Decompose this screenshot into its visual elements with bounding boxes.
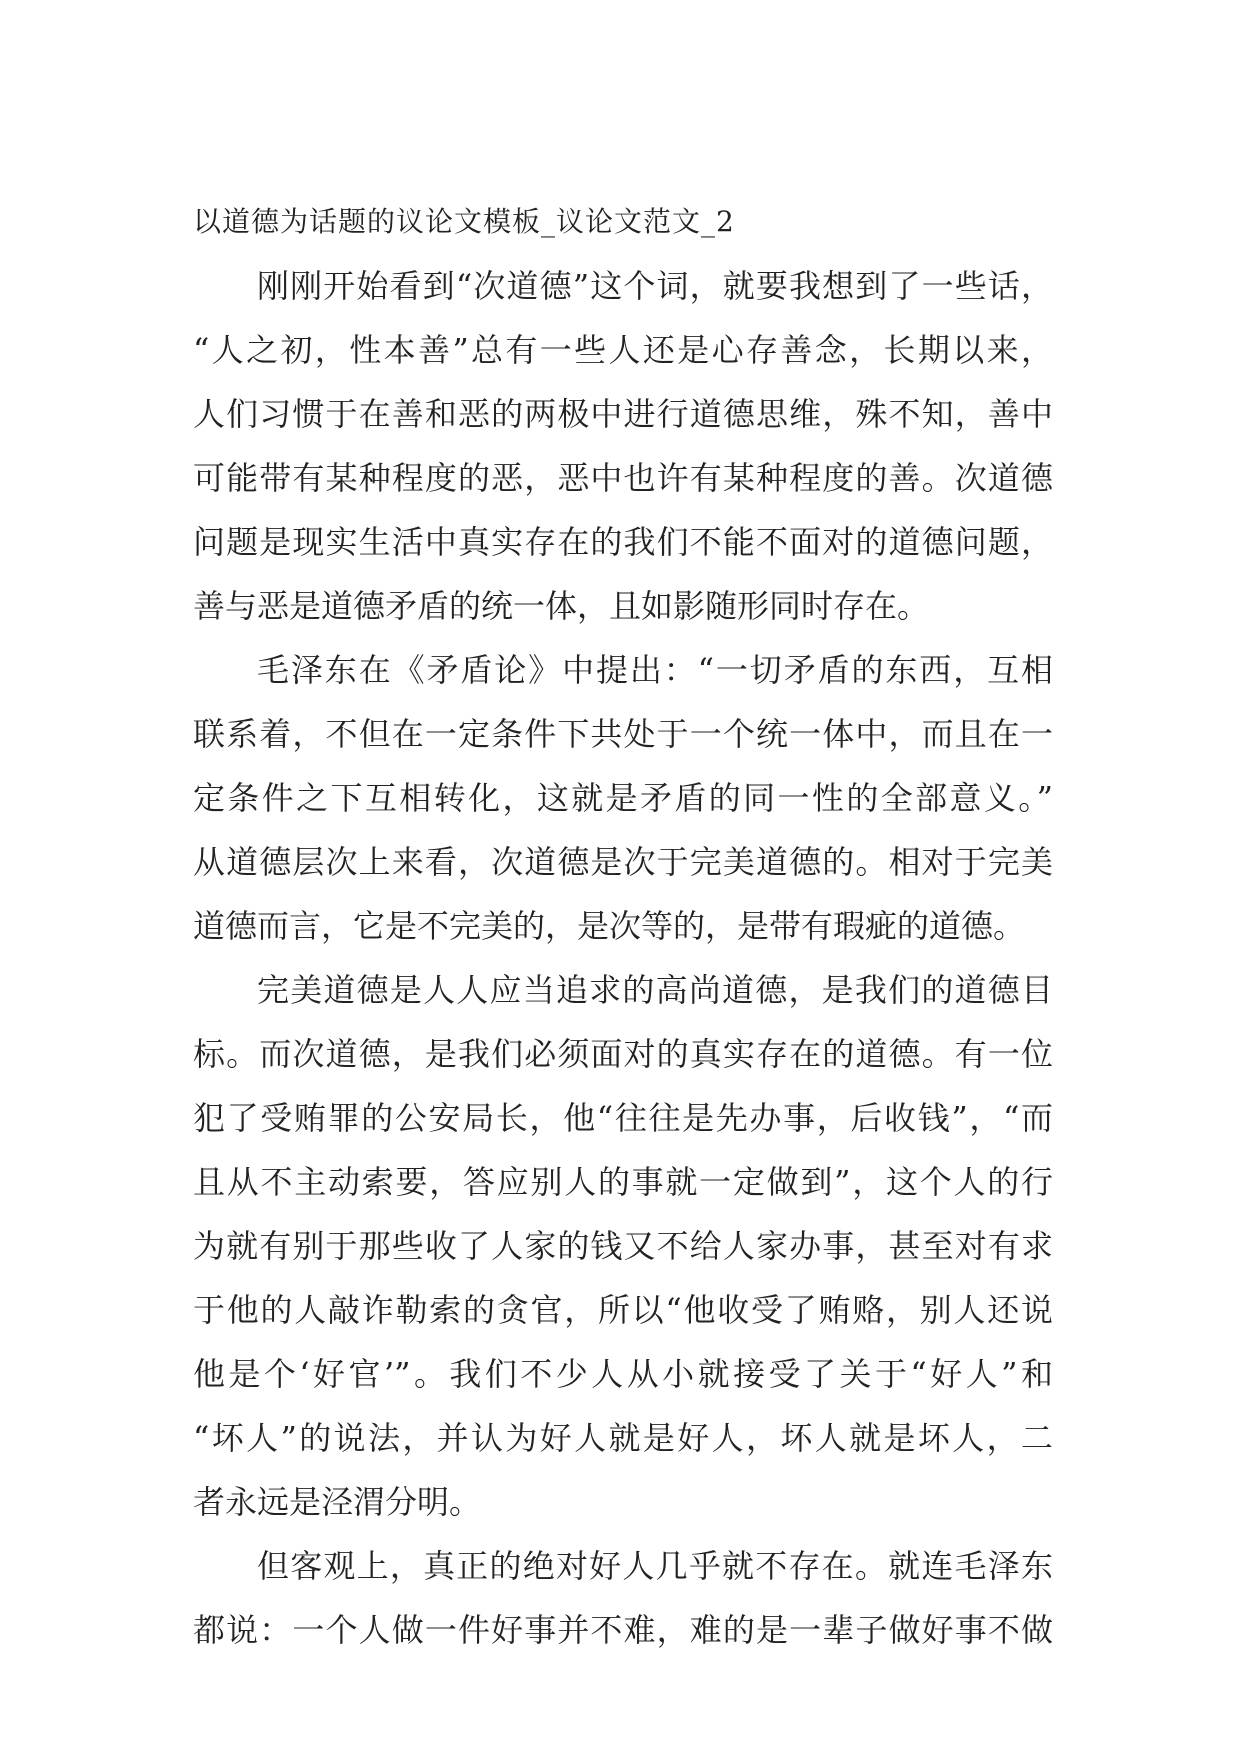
text-line: “人之初，性本善”总有一些人还是心存善念，长期以来， [193,331,1053,369]
text-line: 善与恶是道德矛盾的统一体，且如影随形同时存在。 [193,587,930,625]
text-line: 他是个‘好官’”。我们不少人从小就接受了关于“好人”和 [193,1355,1053,1393]
paragraph-1 [193,254,1053,638]
text-line: 完美道德是人人应当追求的高尚道德，是我们的道德目 [257,971,1053,1009]
text-line: 为就有别于那些收了人家的钱又不给人家办事，甚至对有求 [193,1227,1053,1265]
text-line: 定条件之下互相转化，这就是矛盾的同一性的全部意义。” [193,779,1053,817]
document-body [193,190,1053,1662]
document-title: 以道德为话题的议论文模板_议论文范文_2 [193,205,735,238]
text-line: 且从不主动索要，答应别人的事就一定做到”，这个人的行 [193,1163,1053,1201]
text-line: “坏人”的说法，并认为好人就是好人，坏人就是坏人，二 [193,1419,1053,1457]
text-line: 标。而次道德，是我们必须面对的真实存在的道德。有一位 [193,1035,1053,1073]
text-line: 可能带有某种程度的恶，恶中也许有某种程度的善。次道德 [193,459,1053,497]
text-line: 但客观上，真正的绝对好人几乎就不存在。就连毛泽东 [257,1547,1053,1585]
text-line: 从道德层次上来看，次道德是次于完美道德的。相对于完美 [193,843,1053,881]
text-line: 犯了受贿罪的公安局长，他“往往是先办事，后收钱”，“而 [193,1099,1053,1137]
paragraph-4 [193,1534,1053,1662]
paragraph-3 [193,958,1053,1534]
text-line: 道德而言，它是不完美的，是次等的，是带有瑕疵的道德。 [193,907,1026,945]
text-line: 人们习惯于在善和恶的两极中进行道德思维，殊不知，善中 [193,395,1053,433]
text-line: 毛泽东在《矛盾论》中提出：“一切矛盾的东西，互相 [257,651,1053,689]
text-line: 者永远是泾渭分明。 [193,1483,482,1521]
text-line: 于他的人敲诈勒索的贪官，所以“他收受了贿赂，别人还说 [193,1291,1053,1329]
text-line: 刚刚开始看到“次道德”这个词，就要我想到了一些话， [257,267,1053,305]
paragraph-2 [193,638,1053,958]
text-line: 联系着，不但在一定条件下共处于一个统一体中，而且在一 [193,715,1053,753]
text-line: 都说：一个人做一件好事并不难，难的是一辈子做好事不做 [193,1611,1053,1649]
text-line: 问题是现实生活中真实存在的我们不能不面对的道德问题， [193,523,1053,561]
